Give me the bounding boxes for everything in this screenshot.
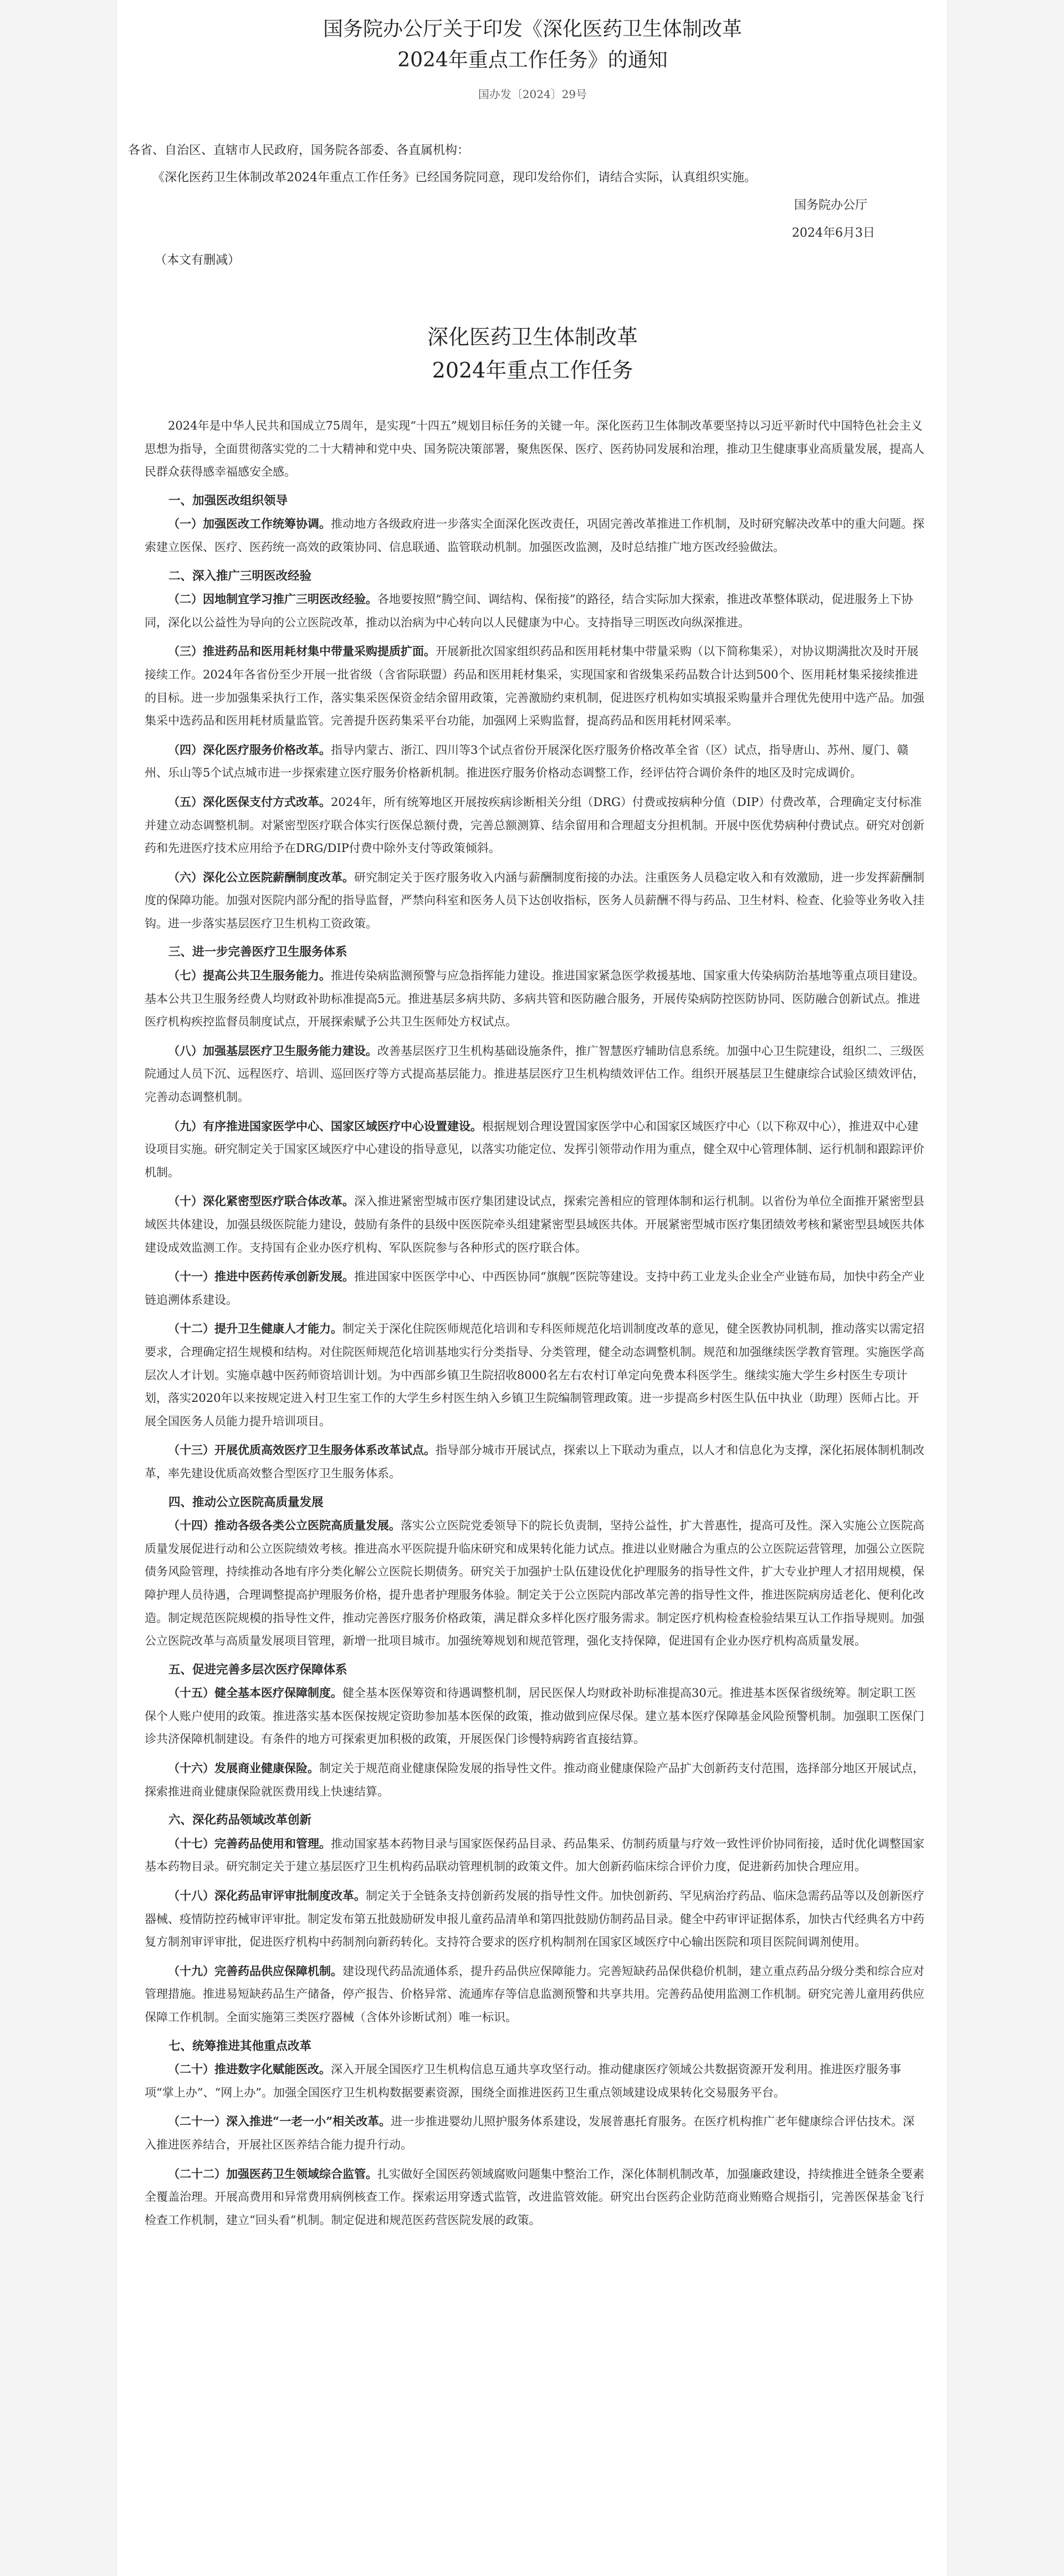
task-paragraph <box>145 1265 926 1312</box>
task-text: 制定关于规范商业健康保险发展的指导性文件。推动商业健康保险产品扩大创新药支付范围，选择部分地区开展试点，探索推进商业健康保险就医费用线上快速结算。 <box>145 1762 924 1798</box>
task-paragraph <box>145 1190 926 1259</box>
task-lead: （九）有序推进国家医学中心、国家区域医疗中心设置建设。 <box>168 1119 482 1133</box>
task-lead: （二十）推进数字化赋能医改。 <box>168 2062 331 2077</box>
notice-title-line2: 2024年重点工作任务》的通知 <box>397 49 668 72</box>
task-text: 健全基本医保筹资和待遇调整机制，居民医保人均财政补助标准提高30元。推进基本医保省级统筹。制定职工医保个人账户使用的政策。推进落实基本医保按规定资助参加基本医保的政策，推动做到应保尽保。建立基本医疗保障基金风险预警机制。加强职工医保门诊共济保障机制建设。有条件的地方可探索更加积极的政策，开展医保门诊慢特病跨省直接结算。 <box>145 1686 924 1746</box>
task-text: 开展新批次国家组织药品和医用耗材集中带量采购（以下简称集采），对协议期满批次及时开展接续工作。2024年各省份至少开展一批省级（含省际联盟）药品和医用耗材集采，实现国家和省级集采药品数合计达到500个、医用耗材集采接续推进的目标。进一步加强集采执行工作，落实集采医保资金结余留用政策，完善激励约束机制，促进医疗机构如实填报采购量并合理优先使用中选产品。加强集采中选药品和医用耗材质量监管。完善提升医药集采平台功能，加强网上采购监督，提高药品和医用耗材网采率。 <box>145 645 924 728</box>
task-paragraph <box>145 1514 926 1653</box>
task-lead: （二）因地制宜学习推广三明医改经验。 <box>168 592 377 606</box>
task-text: 研究制定关于医疗服务收入内涵与薪酬制度衔接的办法。注重医务人员稳定收入和有效激励，进一步发挥薪酬制度的保障功能。加强对医院内部分配的指导监督，严禁向科室和医务人员下达创收指标，医务人员薪酬不得与药品、卫生材料、检查、化验等业务收入挂钩。进一步落实基层医疗卫生机构工资政策。 <box>145 870 924 930</box>
task-lead: （十八）深化药品审评审批制度改革。 <box>168 1889 366 1903</box>
addressee: 各省、自治区、直辖市人民政府，国务院各部委、各直属机构： <box>128 144 470 157</box>
task-paragraph <box>145 1757 926 1803</box>
task-text: 扎实做好全国医药领域腐败问题集中整治工作，深化体制机制改革，加强廉政建设，持续推进全链条全要素全覆盖治理。开展高费用和异常费用病例核查工作。探索运用穿透式监管，改进监管效能。研究出台医药企业防范商业贿赂合规指引，完善医保基金飞行检查工作机制，建立“回头看”机制。制定促进和规范医药营医院发展的政策。 <box>145 2167 924 2227</box>
task-text: 改善基层医疗卫生机构基础设施条件，推广智慧医疗辅助信息系统。加强中心卫生院建设，组织二、三级医院通过人员下沉、远程医疗、培训、巡回医疗等方式提高基层能力。推进基层医疗卫生机构绩效评估工作。组织开展基层卫生健康综合试验区绩效评估，完善动态调整机制。 <box>145 1044 924 1104</box>
task-paragraph <box>145 2162 926 2232</box>
section-heading: 二、深入推广三明医改经验 <box>168 569 312 583</box>
task-text: 推进国家中医医学中心、中西医协同“旗舰”医院等建设。支持中药工业龙头企业全产业链布局，加快中药全产业链追溯体系建设。 <box>145 1270 925 1307</box>
section-heading: 五、促进完善多层次医疗保障体系 <box>168 1662 347 1677</box>
task-text: 制定关于深化住院医师规范化培训和专科医师规范化培训制度改革的意见，健全医教协同机制，推动落实以需定招要求，合理确定招生规模和结构。对住院医师规范化培训基地实行分类指导、分类管理，健全动态调整机制。规范和加强继续医学教育管理。实施医学高层次人才计划。实施卓越中医药师资培训计划。为中西部乡镇卫生院招收8000名左右农村订单定向免费本科医学生。继续实施大学生乡村医生专项计划，落实2020年以来按规定进入村卫生室工作的大学生乡村医生纳入乡镇卫生院编制管理政策。进一步提高乡村医生队伍中执业（助理）医师占比。开展全国医务人员能力提升培训项目。 <box>145 1322 924 1428</box>
task-text: 落实公立医院党委领导下的院长负责制，坚持公益性，扩大普惠性，提高可及性。深入实施公立医院高质量发展促进行动和公立医院绩效考核。推进高水平医院提升临床研究和成果转化能力试点。推进以业财融合为重点的公立医院运营管理，加强公立医院债务风险管理，持续推动各地有序分类化解公立医院长期债务。研究关于加强护士队伍建设优化护理服务的指导性文件，扩大专业护理人才招用规模，保障护理人员待遇，合理调整提高护理服务价格，提升患者护理服务体验。制定关于公立医院内部改革完善的指导性文件，推进医院病房适老化、便利化改造。制定规范医院规模的指导性文件，推动完善医疗服务价格政策，满足群众多样化医疗服务需求。制定医疗机构检查检验结果互认工作指导规则。加强公立医院改革与高质量发展项目管理，新增一批项目城市。加强统筹规划和规范管理，强化支持保障，促进国有企业办医疗机构高质量发展。 <box>145 1519 924 1648</box>
task-paragraph <box>145 1039 926 1109</box>
section-heading: 六、深化药品领域改革创新 <box>168 1813 312 1828</box>
task-text: 2024年，所有统筹地区开展按疾病诊断相关分组（DRG）付费或按病种分值（DIP）付费改革，合理确定支付标准并建立动态调整机制。对紧密型医疗联合体实行医保总额付费，完善总额测算、结余留用和合理超支分担机制。开展中医优势病种付费试点。研究对创新药和先进医疗技术应用给予在DRG/DIP付费中除外支付等政策倾斜。 <box>145 795 924 855</box>
task-lead: （八）加强基层医疗卫生服务能力建设。 <box>168 1043 377 1058</box>
task-lead: （一）加强医改工作统筹协调。 <box>168 517 331 531</box>
task-text: 制定关于全链条支持创新药发展的指导性文件。加快创新药、罕见病治疗药品、临床急需药品等以及创新医疗器械、疫情防控药械审评审批。制定发布第五批鼓励研发申报儿童药品清单和第四批鼓励仿制药品目录。健全中药审评证据体系，加快古代经典名方中药复方制剂审评审批，促进医疗机构中药制剂向新药转化。支持符合要求的医疗机构制剂在国家区域医疗中心输出医院和项目医院间调剂使用。 <box>145 1889 924 1949</box>
task-paragraph <box>145 1832 926 1879</box>
signature-org: 国务院办公厅 <box>794 198 868 212</box>
task-lead: （二十一）深入推进“一老一小”相关改革。 <box>168 2114 391 2129</box>
task-lead: （五）深化医保支付方式改革。 <box>168 794 331 809</box>
task-lead: （十六）发展商业健康保险。 <box>168 1761 319 1776</box>
task-lead: （十七）完善药品使用和管理。 <box>168 1836 331 1850</box>
document-title-line1: 深化医药卫生体制改革 <box>427 325 638 349</box>
task-paragraph <box>145 1884 926 1954</box>
notice-title-line1: 国务院办公厅关于印发《深化医药卫生体制改革 <box>323 18 742 40</box>
task-lead: （十五）健全基本医疗保障制度。 <box>168 1686 342 1700</box>
task-lead: （三）推进药品和医用耗材集中带量采购提质扩面。 <box>168 644 436 659</box>
section-heading: 四、推动公立医院高质量发展 <box>168 1495 324 1509</box>
task-text: 推动地方各级政府进一步落实全面深化医改责任，巩固完善改革推进工作机制，及时研究解决改革中的重大问题。探索建立医保、医疗、医药统一高效的政策协同、信息联通、监管联动机制。加强医改监测，及时总结推广地方医改经验做法。 <box>145 517 924 554</box>
task-paragraph <box>145 2058 926 2104</box>
task-paragraph <box>145 1960 926 2029</box>
task-paragraph <box>145 1317 926 1433</box>
task-paragraph <box>145 790 926 860</box>
task-text: 根据规划合理设置国家医学中心和国家区域医疗中心（以下称双中心），推进双中心建设项目实施。研究制定关于国家区域医疗中心建设的指导意见，以落实功能定位、发挥引领带动作用为重点，健全双中心管理体制、运行机制和跟踪评价机制。 <box>145 1119 924 1179</box>
doc-number: 国办发〔2024〕29号 <box>478 88 587 101</box>
notice-intro: 《深化医药卫生体制改革2024年重点工作任务》已经国务院同意，现印发给你们，请结合实际，认真组织实施。 <box>152 171 756 185</box>
redaction-note: （本文有删减） <box>155 253 241 267</box>
task-text: 深入开展全国医疗卫生机构信息互通共享攻坚行动。推动健康医疗领域公共数据资源开发利用。推进医疗服务事项“掌上办”、“网上办”。加强全国医疗卫生机构数据要素资源，围绕全面推进医药卫生重点领域建设成果转化交易服务平台。 <box>145 2063 901 2099</box>
task-lead: （十一）推进中医药传承创新发展。 <box>168 1269 354 1284</box>
task-paragraph <box>145 964 926 1034</box>
task-text: 深入推进紧密型城市医疗集团建设试点，探索完善相应的管理体制和运行机制。以省份为单位全面推开紧密型县域医共体建设，加强县级医院能力建设，鼓励有条件的县级中医医院牵头组建紧密型县域医共体。开展紧密型城市医疗集团绩效考核和紧密型县域医共体建设成效监测工作。支持国有企业办医疗机构、军队医院参与各种形式的医疗联合体。 <box>145 1195 924 1254</box>
task-text: 推动国家基本药物目录与国家医保药品目录、药品集采、仿制药质量与疗效一致性评价协同衔接，适时优化调整国家基本药物目录。研究制定关于建立基层医疗卫生机构药品联动管理机制的政策文件。加大创新药临床综合评价力度，促进新药加快合理应用。 <box>145 1837 924 1874</box>
task-text: 推进传染病监测预警与应急指挥能力建设。推进国家紧急医学救援基地、国家重大传染病防治基地等重点项目建设。基本公共卫生服务经费人均财政补助标准提高5元。推进基层多病共防、多病共管和医防融合服务，开展传染病防控医防协同、医防融合创新试点。推进医疗机构疾控监督员制度试点，开展探索赋予公共卫生医师处方权试点。 <box>145 969 924 1029</box>
task-text: 进一步推进婴幼儿照护服务体系建设，发展普惠托育服务。在医疗机构推广老年健康综合评估技术。深入推进医养结合，开展社区医养结合能力提升行动。 <box>145 2115 915 2151</box>
task-text: 各地要按照“腾空间、调结构、保衔接”的路径，结合实际加大探索，推进改革整体联动，促进服务上下协同，深化以公益性为导向的公立医院改革，推动以治病为中心转向以人民健康为中心。支持指导三明医改向纵深推进。 <box>145 593 913 629</box>
task-lead: （十四）推动各级各类公立医院高质量发展。 <box>168 1518 401 1533</box>
task-paragraph <box>145 2110 926 2156</box>
task-paragraph <box>145 512 926 559</box>
document-body <box>145 415 926 2237</box>
task-paragraph <box>145 640 926 732</box>
document-title-line2: 2024年重点工作任务 <box>432 358 633 382</box>
task-paragraph <box>145 1115 926 1185</box>
section-heading: 一、加强医改组织领导 <box>168 493 288 508</box>
task-paragraph <box>145 588 926 634</box>
task-paragraph <box>145 1681 926 1751</box>
task-lead: （十三）开展优质高效医疗卫生服务体系改革试点。 <box>168 1443 436 1457</box>
intro-paragraph: 2024年是中华人民共和国成立75周年，是实现“十四五”规划目标任务的关键一年。深化医药卫生体制改革要坚持以习近平新时代中国特色社会主义思想为指导，全面贯彻落实党的二十大精神和党中央、国务院决策部署，聚焦医保、医疗、医药协同发展和治理，推动卫生健康事业高质量发展，提高人民群众获得感幸福感安全感。 <box>145 419 924 479</box>
task-lead: （十二）提升卫生健康人才能力。 <box>168 1322 342 1336</box>
task-lead: （四）深化医疗服务价格改革。 <box>168 742 331 757</box>
task-paragraph <box>145 1439 926 1485</box>
task-paragraph <box>145 866 926 936</box>
task-lead: （六）深化公立医院薪酬制度改革。 <box>168 870 354 884</box>
section-heading: 三、进一步完善医疗卫生服务体系 <box>168 945 347 960</box>
section-heading: 七、统筹推进其他重点改革 <box>168 2039 312 2053</box>
task-paragraph <box>145 738 926 785</box>
task-text: 指导内蒙古、浙江、四川等3个试点省份开展深化医疗服务价格改革全省（区）试点，指导唐山、苏州、厦门、赣州、乐山等5个试点城市进一步探索建立医疗服务价格新机制。推进医疗服务价格动态调整工作，经评估符合调价条件的地区及时完成调价。 <box>145 743 909 780</box>
task-text: 指导部分城市开展试点，探索以上下联动为重点，以人才和信息化为支撑，深化拓展体制机制改革，率先建设优质高效整合型医疗卫生服务体系。 <box>145 1443 924 1480</box>
task-lead: （七）提高公共卫生服务能力。 <box>168 968 331 983</box>
task-lead: （十九）完善药品供应保障机制。 <box>168 1963 342 1978</box>
document-page <box>116 0 948 2576</box>
task-lead: （二十二）加强医药卫生领域综合监管。 <box>168 2166 377 2181</box>
signature-date: 2024年6月3日 <box>792 226 875 240</box>
task-text: 建设现代药品流通体系，提升药品供应保障能力。完善短缺药品保供稳价机制，建立重点药品分级分类和综合应对管理措施。推进易短缺药品生产储备，停产报告、价格异常、流通库存等信息监测预警和共享共用。完善药品使用监测工作机制。研究完善儿童用药供应保障工作机制。全面实施第三类医疗器械（含体外诊断试剂）唯一标识。 <box>145 1964 924 2024</box>
task-lead: （十）深化紧密型医疗联合体改革。 <box>168 1194 354 1208</box>
